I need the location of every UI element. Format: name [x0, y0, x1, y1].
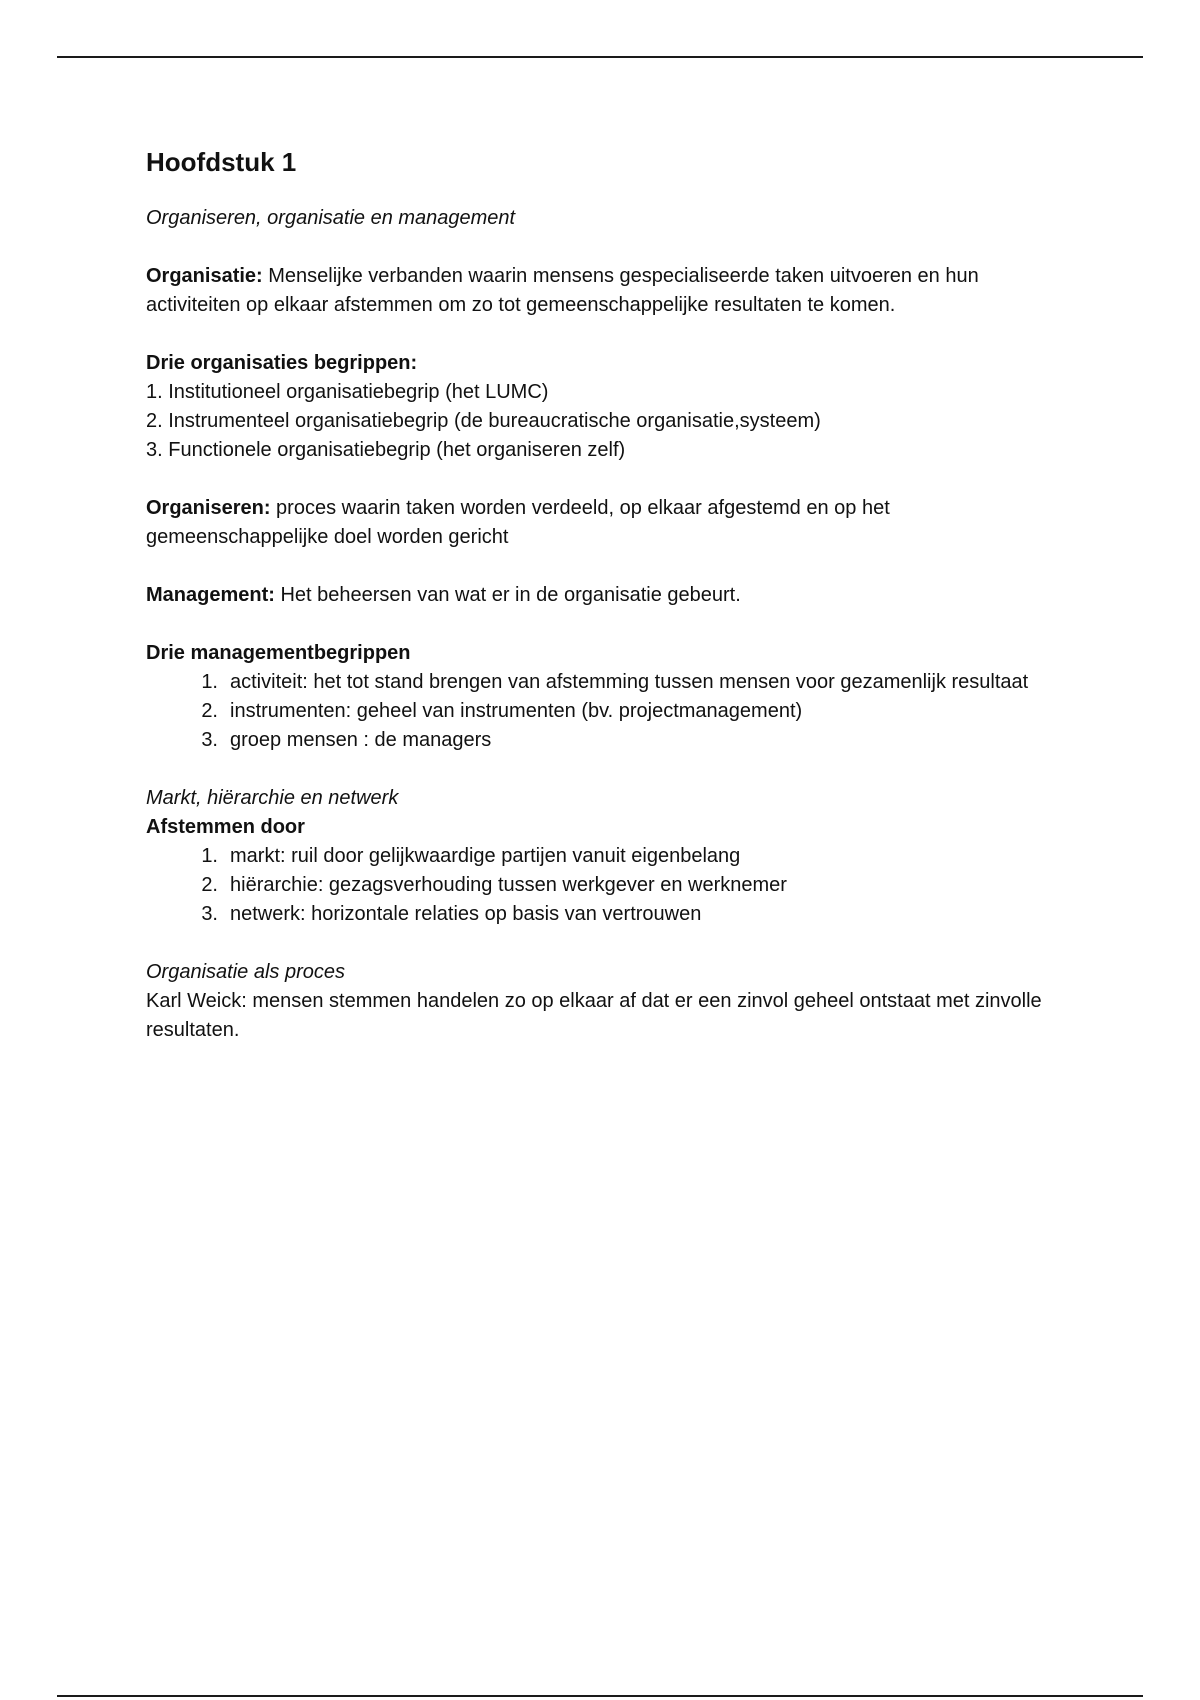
list-number: 3.: [201, 903, 218, 925]
footer-rule: [57, 1695, 1143, 1697]
definition-management: [146, 581, 1046, 610]
definition-organiseren: [146, 494, 1046, 552]
list-item: 1. Institutioneel organisatiebegrip (het LUMC): [146, 381, 549, 403]
definition-management-text: Het beheersen van wat er in de organisatie gebeurt.: [274, 584, 741, 606]
organisatie-begrippen-list: [146, 378, 1046, 465]
list-text: netwerk: horizontale relaties op basis van vertrouwen: [230, 903, 702, 925]
list-title-afstemmen: [146, 813, 1046, 842]
term-management: Management:: [146, 584, 275, 606]
list-item: [146, 871, 1046, 900]
management-begrippen-list: [146, 668, 1046, 755]
weick-paragraph: Karl Weick: mensen stemmen handelen zo op elkaar af dat er een zinvol geheel ontstaat met zinvolle resultaten.: [146, 990, 1042, 1041]
term-organiseren: Organiseren:: [146, 497, 271, 519]
section-title-markt: Markt, hiërarchie en netwerk: [146, 787, 399, 809]
list-title-management: [146, 639, 1046, 668]
list-title-organisaties-text: Drie organisaties begrippen:: [146, 352, 418, 374]
definition-organisatie-text: Menselijke verbanden waarin mensens gespecialiseerde taken uitvoeren en hun activiteiten op elkaar afstemmen om zo tot gemeenschappelijke resultaten te komen.: [146, 265, 979, 316]
list-item: [146, 900, 1046, 929]
list-text: markt: ruil door gelijkwaardige partijen vanuit eigenbelang: [230, 845, 741, 867]
page-title: Hoofdstuk 1: [146, 147, 297, 177]
definition-organisatie: [146, 262, 1046, 320]
list-number: 3.: [201, 729, 218, 751]
list-number: 2.: [201, 700, 218, 722]
list-item: [146, 668, 1046, 697]
section-title-proces: Organisatie als proces: [146, 961, 345, 983]
list-number: 1.: [201, 671, 218, 693]
list-item: 3. Functionele organisatiebegrip (het organiseren zelf): [146, 439, 626, 461]
list-text: hiërarchie: gezagsverhouding tussen werkgever en werknemer: [230, 874, 787, 896]
section-title-organiseren: Organiseren, organisatie en management: [146, 207, 516, 229]
list-text: instrumenten: geheel van instrumenten (bv. projectmanagement): [230, 700, 803, 722]
list-item: [146, 842, 1046, 871]
list-text: activiteit: het tot stand brengen van afstemming tussen mensen voor gezamenlijk resultaat: [230, 671, 1029, 693]
afstemmen-list: [146, 842, 1046, 929]
list-title-management-text: Drie managementbegrippen: [146, 642, 411, 664]
list-item: [146, 697, 1046, 726]
list-title-afstemmen-text: Afstemmen door: [146, 816, 305, 838]
list-text: groep mensen : de managers: [230, 729, 492, 751]
header-rule: [57, 56, 1143, 58]
list-number: 1.: [201, 845, 218, 867]
list-number: 2.: [201, 874, 218, 896]
list-item: [146, 726, 1046, 755]
document-body: [146, 144, 1046, 1045]
list-item: 2. Instrumenteel organisatiebegrip (de bureaucratische organisatie,systeem): [146, 410, 821, 432]
definition-organiseren-text: proces waarin taken worden verdeeld, op elkaar afgestemd en op het gemeenschappelijke doel worden gericht: [146, 497, 890, 548]
list-title-organisaties: [146, 349, 1046, 378]
term-organisatie: Organisatie:: [146, 265, 263, 287]
